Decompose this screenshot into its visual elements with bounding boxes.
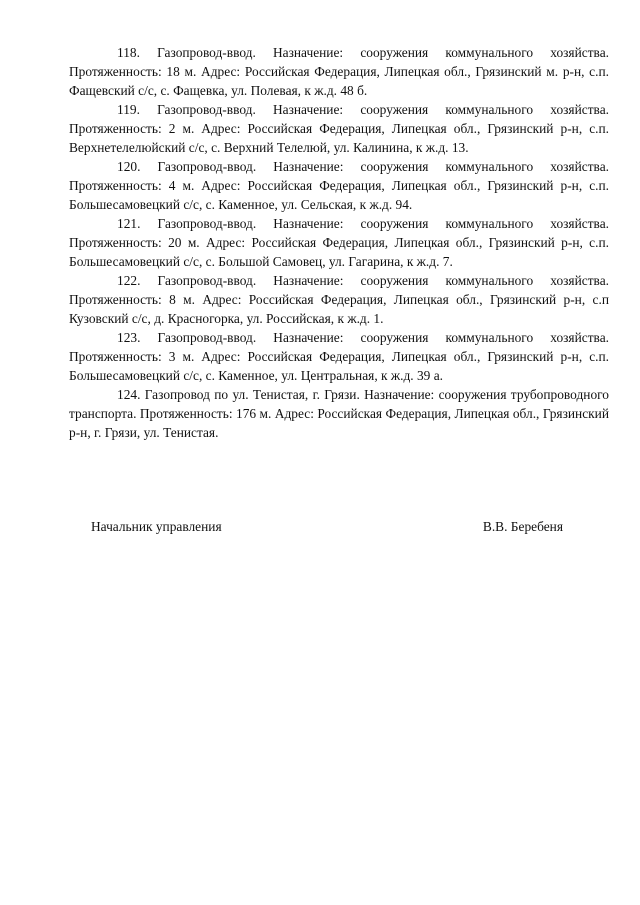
list-item: 122. Газопровод-ввод. Назначение: сооружения коммунального хозяйства. Протяженность: 8 м. Адрес: Российская Федерация, Липецкая обл., Грязинский р-н, с.п Кузовский с/с, д. Красногорка, ул. Российская, к ж.д. 1. (69, 273, 609, 326)
list-item: 120. Газопровод-ввод. Назначение: сооружения коммунального хозяйства. Протяженность: 4 м. Адрес: Российская Федерация, Липецкая обл., Грязинский р-н, с.п. Большесамовецкий с/с, с. Каменное, ул. Сельская, к ж.д. 94. (69, 159, 609, 212)
items-list (69, 43, 609, 442)
list-item: 123. Газопровод-ввод. Назначение: сооружения коммунального хозяйства. Протяженность: 3 м. Адрес: Российская Федерация, Липецкая обл., Грязинский р-н, с.п. Большесамовецкий с/с, с. Каменное, ул. Центральная, к ж.д. 39 а. (69, 330, 609, 383)
signature-block (91, 517, 563, 536)
list-item: 124. Газопровод по ул. Тенистая, г. Грязи. Назначение: сооружения трубопроводного транспорта. Протяженность: 176 м. Адрес: Российская Федерация, Липецкая обл., Грязинский р-н, г. Грязи, ул. Тенистая. (69, 387, 609, 440)
list-item: 119. Газопровод-ввод. Назначение: сооружения коммунального хозяйства. Протяженность: 2 м. Адрес: Российская Федерация, Липецкая обл., Грязинский р-н, с.п. Верхнетелелюйский с/с, с. Верхний Телелюй, ул. Калинина, к ж.д. 13. (69, 102, 609, 155)
list-item: 118. Газопровод-ввод. Назначение: сооружения коммунального хозяйства. Протяженность: 18 м. Адрес: Российская Федерация, Липецкая обл., Грязинский м. р-н, с.п. Фащевский с/с, с. Фащевка, ул. Полевая, к ж.д. 48 б. (69, 45, 609, 98)
signature-position: Начальник управления (91, 519, 222, 534)
signature-name: В.В. Беребеня (482, 519, 563, 534)
list-item: 121. Газопровод-ввод. Назначение: сооружения коммунального хозяйства. Протяженность: 20 м. Адрес: Российская Федерация, Липецкая обл., Грязинский р-н, с.п. Большесамовецкий с/с, с. Большой Самовец, ул. Гагарина, к ж.д. 7. (69, 216, 609, 269)
